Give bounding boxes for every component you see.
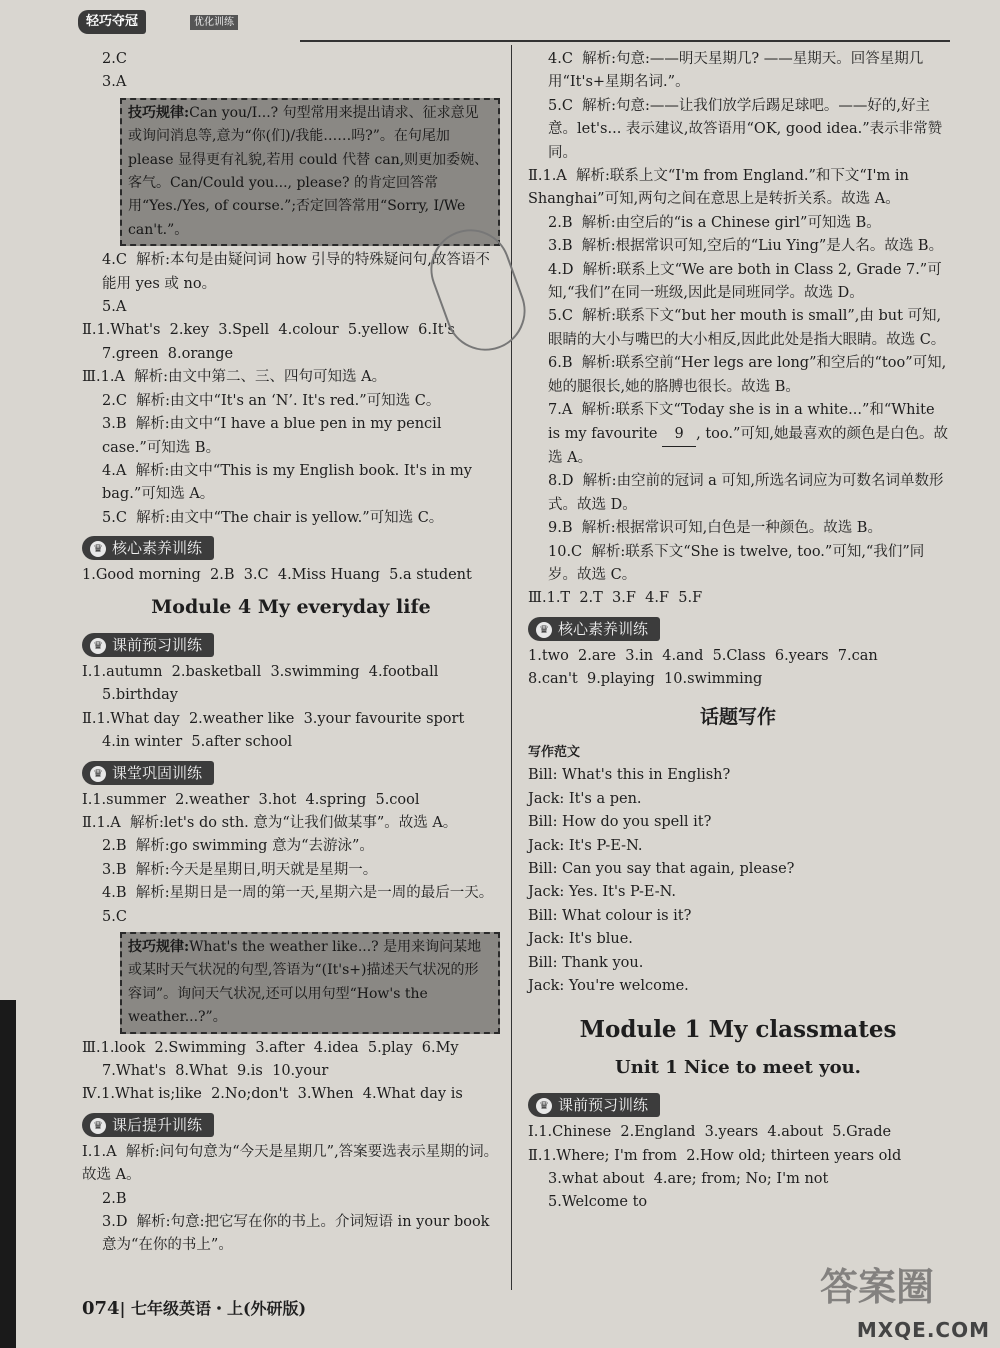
crown-icon: ♛ — [90, 638, 106, 654]
section-label: 核心素养训练 — [112, 539, 203, 558]
header-rule — [300, 40, 950, 42]
answer-line: Ⅳ.1.What is;like 2.No;don't 3.When 4.What day is — [82, 1086, 463, 1103]
footer-sep: | — [119, 1299, 131, 1318]
section-label: 课前预习训练 — [112, 635, 203, 654]
answer-line: 3.B 解析:由文中“I have a blue pen in my pencil case.”可知选 B。 — [102, 416, 447, 456]
column-divider — [511, 45, 512, 1290]
answer-line: 7.What's 8.What 9.is 10.your — [102, 1063, 329, 1080]
watermark-logo: 答案圈 — [820, 1265, 935, 1309]
answer-line: 3.B 解析:今天是星期日,明天就是星期一。 — [102, 861, 378, 878]
answer-line: 4.A 解析:由文中“This is my English book. It's in my bag.”可知选 A。 — [102, 462, 477, 503]
answer-line: 1.two 2.are 3.in 4.and 5.Class 6.years 7.can — [528, 647, 878, 664]
answer-line: 2.B — [102, 1190, 127, 1207]
crown-icon: ♛ — [90, 541, 106, 557]
answer-line: Ⅰ.1.summer 2.weather 3.hot 4.spring 5.cool — [82, 791, 420, 808]
dialog-line: Bill: What colour is it? — [528, 907, 692, 924]
answer-line: 3.A — [102, 74, 127, 91]
dialog-line: Bill: How do you spell it? — [528, 814, 712, 831]
answer-line: Ⅱ.1.A 解析:联系上文“I'm from England.”和下文“I'm in Shanghai”可知,两句之间在意思上是转折关系。故选 A。 — [528, 168, 914, 208]
answer-line: 3.D 解析:句意:把它写在你的书上。介词短语 in your book 意为“在你的书上”。 — [102, 1214, 495, 1254]
answer-line: 10.C 解析:联系下文“She is twelve, too.”可知,“我们”同岁。故选 C。 — [548, 543, 925, 583]
answer-line: Ⅰ.1.Chinese 2.England 3.years 4.about 5.Grade — [528, 1124, 892, 1141]
section-header-preview — [82, 633, 214, 657]
dialog-line: Jack: You're welcome. — [528, 978, 689, 995]
crown-icon: ♛ — [536, 1098, 552, 1114]
watermark-site: MXQE.COM — [856, 1318, 990, 1342]
tip-head: 技巧规律: — [128, 939, 190, 955]
footer-subject: 七年级英语・上(外研版) — [130, 1299, 307, 1318]
answer-line: Ⅲ.1.look 2.Swimming 3.after 4.idea 5.play 6.My — [82, 1039, 459, 1056]
answer-line: Ⅱ.1.What day 2.weather like 3.your favourite sport — [82, 710, 465, 727]
answer-line: 4.B 解析:星期日是一周的第一天,星期六是一周的最后一天。 — [102, 885, 494, 902]
answer-line: Ⅱ.1.A 解析:let's do sth. 意为“让我们做某事”。故选 A。 — [82, 814, 458, 831]
answer-line: 4.C 解析:本句是由疑问词 how 引导的特殊疑问句,故答语不能用 yes 或 no。 — [102, 252, 490, 292]
page-number: 074 — [82, 1298, 120, 1319]
dialog-line: Jack: It's P-E-N. — [528, 837, 643, 854]
dialog — [528, 764, 948, 998]
answer-line: 2.C 解析:由文中“It's an ‘N’. It's red.”可知选 C。 — [102, 392, 441, 409]
section-label: 课堂巩固训练 — [112, 763, 203, 782]
tip-box — [120, 932, 500, 1034]
answer-line: 2.C — [102, 51, 127, 67]
dialog-line: Jack: It's blue. — [528, 931, 633, 948]
answer-line: 2.B 解析:go swimming 意为“去游泳”。 — [102, 838, 374, 855]
section-label: 课前预习训练 — [558, 1096, 649, 1115]
left-column — [82, 48, 500, 1258]
answer-line: 8.can't 9.playing 10.swimming — [528, 671, 763, 688]
answer-line: 3.B 解析:根据常识可知,空后的“Liu Ying”是人名。故选 B。 — [548, 238, 944, 255]
answer-line: 5.A — [102, 299, 127, 316]
dialog-line: Bill: Thank you. — [528, 954, 644, 971]
answer-line: 5.birthday — [102, 687, 178, 704]
dialog-line: Jack: Yes. It's P-E-N. — [528, 884, 676, 901]
answer-text: , too.”可知,她最喜欢的颜色是白色。故选 A。 — [548, 425, 948, 466]
section-header-core — [528, 617, 660, 641]
answer-line: Ⅲ.1.A 解析:由文中第二、三、四句可知选 A。 — [82, 369, 387, 386]
dialog-line: Jack: It's a pen. — [528, 790, 642, 807]
answer-line: Ⅲ.1.T 2.T 3.F 4.F 5.F — [528, 590, 703, 607]
right-column — [528, 48, 948, 1215]
answer-line: 7.green 8.orange — [102, 345, 234, 362]
crown-icon: ♛ — [90, 1118, 106, 1134]
section-header-preview — [528, 1093, 660, 1117]
dialog-line: Bill: What's this in English? — [528, 767, 731, 784]
answer-line: 2.B 解析:由空后的“is a Chinese girl”可知选 B。 — [548, 214, 881, 231]
tip-body: What's the weather like...? 是用来询问某地或某时天气状况的句型,答语为“(It's+)描述天气状况的形容词”。询问天气状况,还可以用句型“How's the weather...?”。 — [128, 939, 482, 1026]
answer-line: 5.C — [102, 908, 127, 925]
answer-line: 4.C 解析:句意:——明天星期几? ——星期天。回答星期几用“It's+星期名词.”。 — [548, 51, 924, 91]
answer-line: 5.C 解析:由文中“The chair is yellow.”可知选 C。 — [102, 509, 444, 526]
answer-line: 4.in winter 5.after school — [102, 734, 293, 751]
brand-tag: 优化训练 — [190, 15, 238, 30]
section-label: 课后提升训练 — [112, 1115, 203, 1134]
page-footer — [82, 1296, 306, 1319]
page-edge-shadow — [0, 1000, 16, 1348]
topic-title: 话题写作 — [699, 705, 776, 728]
answer-text: 7.A 解析:联系下文“Today she is in a white...”和“White is my favourite — [548, 402, 940, 442]
section-header-class — [82, 761, 214, 785]
crown-icon: ♛ — [90, 766, 106, 782]
module-title: Module 1 My classmates — [579, 1016, 897, 1044]
unit-title: Unit 1 Nice to meet you. — [615, 1056, 861, 1078]
answer-line: 8.D 解析:由空前的冠词 a 可知,所选名词应为可数名词单数形式。故选 D。 — [548, 473, 944, 513]
answer-line: Ⅰ.1.autumn 2.basketball 3.swimming 4.football — [82, 663, 439, 680]
section-label: 核心素养训练 — [558, 619, 649, 638]
brand-logo: 轻巧夺冠 — [78, 10, 146, 34]
writing-subtitle: 写作范文 — [528, 744, 581, 760]
answer-line: Ⅱ.1.What's 2.key 3.Spell 4.colour 5.yellow 6.It's — [82, 322, 455, 339]
blank-number: 9 — [662, 423, 696, 447]
answer-line: 5.Welcome to — [548, 1194, 648, 1211]
answer-line: 6.B 解析:联系空前“Her legs are long”和空后的“too”可知,她的腿很长,她的胳膊也很长。故选 B。 — [548, 355, 947, 395]
tip-head: 技巧规律: — [128, 104, 190, 121]
answer-line: 3.what about 4.are; from; No; I'm not — [548, 1171, 829, 1188]
answer-line: 5.C 解析:句意:——让我们放学后踢足球吧。——好的,好主意。let's... 表示建议,故答语用“OK, good idea.”表示非常赞同。 — [548, 97, 943, 161]
section-header-core — [82, 536, 214, 560]
answer-line: 9.B 解析:根据常识可知,白色是一种颜色。故选 B。 — [548, 520, 882, 537]
answer-line — [528, 399, 948, 470]
module-title: Module 4 My everyday life — [151, 595, 431, 618]
answer-line: Ⅰ.1.A 解析:问句句意为“今天是星期几”,答案要选表示星期的词。故选 A。 — [82, 1143, 499, 1184]
header-bar — [70, 6, 950, 38]
answer-line: Ⅱ.1.Where; I'm from 2.How old; thirteen years old — [528, 1147, 902, 1164]
tip-box — [120, 98, 500, 246]
tip-body: Can you/I...? 句型常用来提出请求、征求意见或询问消息等,意为“你(们)/我能……吗?”。在句尾加 please 显得更有礼貌,若用 could 代替 can,则更加委婉、客气。Can/Could you..., please? 的肯定回答常用“Yes./Yes, of course.”;否定回答常用“Sorry, I/We can't.”。 — [128, 104, 489, 238]
section-header-after — [82, 1113, 214, 1137]
answer-line: 5.C 解析:联系下文“but her mouth is small”,由 but 可知,眼睛的大小与嘴巴的大小相反,因此此处是指大眼睛。故选 C。 — [548, 308, 946, 348]
answer-line: 4.D 解析:联系上文“We are both in Class 2, Grade 7.”可知,“我们”在同一班级,因此是同班同学。故选 D。 — [548, 261, 942, 302]
crown-icon: ♛ — [536, 622, 552, 638]
dialog-line: Bill: Can you say that again, please? — [528, 861, 795, 877]
answer-line: 1.Good morning 2.B 3.C 4.Miss Huang 5.a student — [82, 567, 472, 584]
